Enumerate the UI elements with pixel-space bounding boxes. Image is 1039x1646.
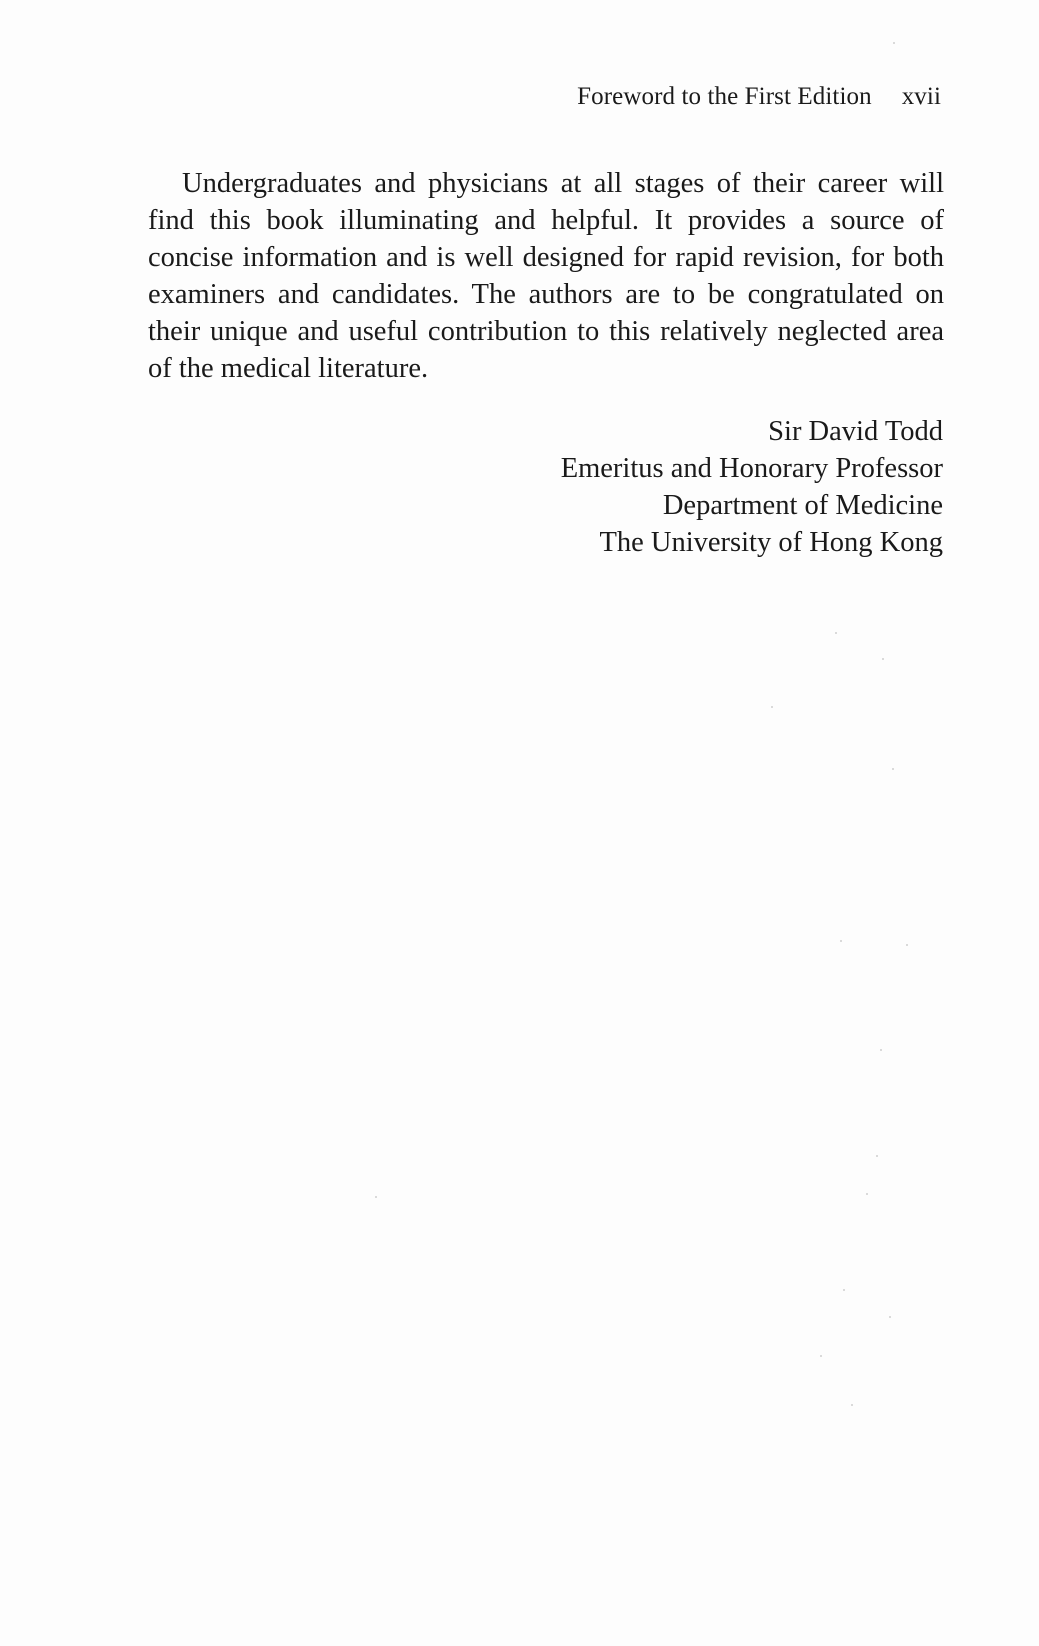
scan-speck [820, 1355, 822, 1357]
scan-speck [906, 944, 908, 946]
signatory-institution: The University of Hong Kong [599, 527, 943, 558]
scan-speck [843, 1289, 845, 1291]
scan-speck [840, 940, 842, 942]
scan-speck [835, 632, 837, 634]
scan-speck [375, 1196, 377, 1198]
scan-speck [892, 768, 894, 770]
scan-speck [882, 658, 884, 660]
running-head [577, 82, 941, 112]
scan-speck [876, 1155, 878, 1157]
signature-block [561, 413, 943, 561]
foreword-paragraph: Undergraduates and physicians at all stages of their career will find this book illuminating and helpful. It provides a source of concise information and is well designed for rapid revision, for both examiners and candidates. The authors are to be congratulated on their unique and useful contribution to this relatively neglected area of the medical literature. [148, 168, 944, 384]
scan-speck [866, 1193, 868, 1195]
scan-speck [893, 42, 895, 44]
signatory-name: Sir David Todd [768, 416, 943, 447]
signatory-position: Emeritus and Honorary Professor [560, 453, 943, 484]
scan-speck [889, 1316, 891, 1318]
page-number: xvii [901, 83, 941, 110]
scan-speck [880, 1049, 882, 1051]
scan-speck [771, 706, 773, 708]
running-head-title: Foreword to the First Edition [577, 83, 872, 110]
scan-speck [851, 1404, 853, 1406]
signatory-department: Department of Medicine [662, 490, 943, 521]
